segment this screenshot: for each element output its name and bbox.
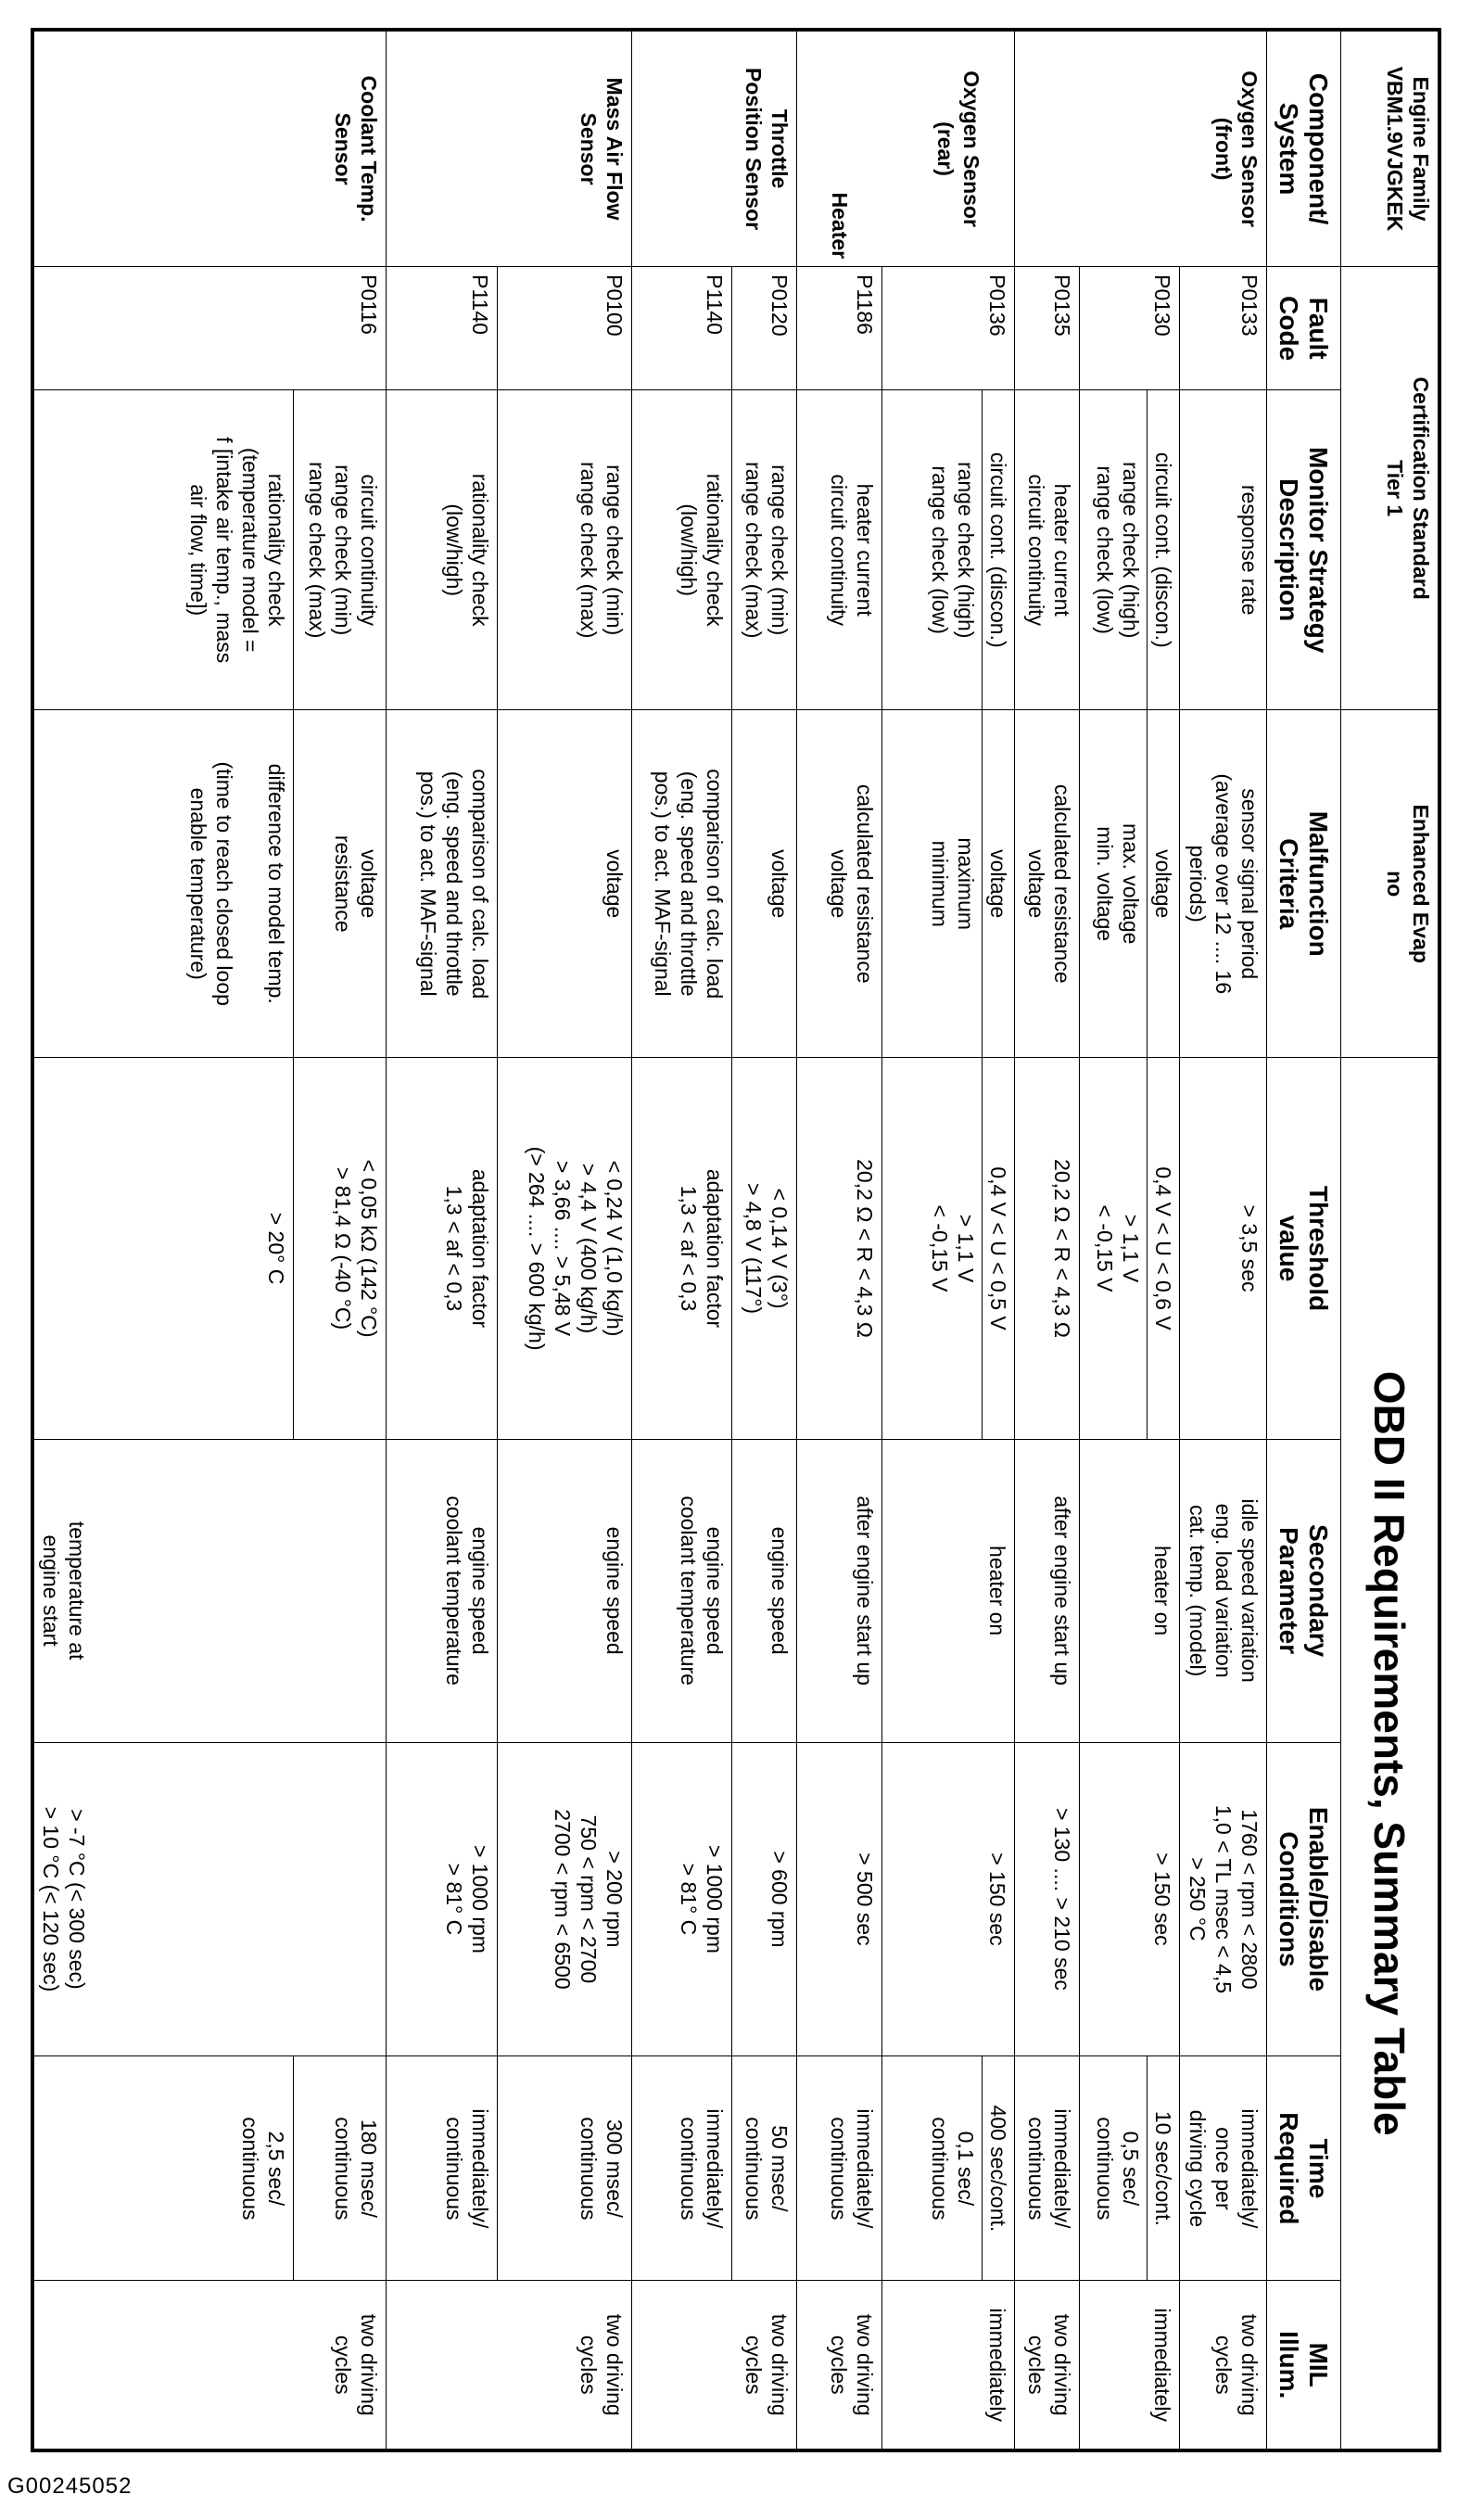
threshold-cell: 20,2 Ω < R < 4,3 Ω <box>1015 1058 1080 1439</box>
table-row <box>387 32 498 2450</box>
threshold-cell: < 0,14 V (3°) > 4,8 V (117°) <box>732 1058 797 1439</box>
monitor-cell <box>1080 390 1180 710</box>
criteria-cell: voltage <box>498 710 632 1058</box>
table-row <box>632 32 732 2450</box>
criteria-cell: calculated resistance voltage <box>797 710 882 1058</box>
fault-code-cell: P0136 <box>882 267 1015 390</box>
conditions-cell: > 150 sec <box>882 1742 1015 2056</box>
time-cell: immediately/ continuous <box>797 2056 882 2281</box>
threshold-cell: 20,2 Ω < R < 4,3 Ω <box>797 1058 882 1439</box>
threshold-cell: < 0,24 V (1,0 kg/h) > 4,4 V (400 kg/h) > 3,66 .... > 5,48 V (> 264 .... > 600 kg/h) <box>498 1058 632 1439</box>
monitor-cell <box>882 390 1015 710</box>
time-cell: immediately/ continuous <box>1015 2056 1080 2281</box>
time-sub: 400 sec/cont. <box>982 2056 1014 2280</box>
component-cell <box>797 32 1015 267</box>
time-cell: immediately/ continuous <box>387 2056 498 2281</box>
engine-family-label: Engine Family <box>1409 76 1433 222</box>
col-header-monitor: Monitor Strategy Description <box>1267 390 1341 710</box>
fault-code-cell: P0133 <box>1180 267 1267 390</box>
fault-code-cell: P0120 <box>732 267 797 390</box>
monitor-cell: range check (min) range check (max) <box>732 390 797 710</box>
mil-cell: immediately <box>882 2281 1015 2450</box>
table-row <box>1180 32 1267 2450</box>
fault-code-cell: P1140 <box>387 267 498 390</box>
threshold-sub: 0,4 V < U < 0,5 V <box>982 1058 1014 1438</box>
threshold-sub: 0,4 V < U < 0,6 V <box>1147 1058 1179 1438</box>
mil-cell: two driving cycles <box>1015 2281 1080 2450</box>
mil-cell: two driving cycles <box>797 2281 882 2450</box>
table-row <box>797 32 882 2450</box>
time-sub: 10 sec/cont. <box>1147 2056 1179 2280</box>
conditions-cell: > 200 rpm 750 < rpm < 2700 2700 < rpm < 6500 <box>498 1742 632 2056</box>
enhanced-evap-cell <box>1341 710 1439 1058</box>
certification-label: Certification Standard <box>1409 376 1433 600</box>
time-sub: 0,1 sec/ continuous <box>928 2117 978 2221</box>
threshold-cell <box>1080 1058 1180 1439</box>
table-row <box>34 32 294 2450</box>
threshold-sub: > 1,1 V < -0,15 V <box>1093 1204 1143 1292</box>
col-header-fault-code: Fault Code <box>1267 267 1341 390</box>
conditions-cell: > 500 sec <box>797 1742 882 2056</box>
fault-code-cell: P1186 <box>797 267 882 390</box>
mil-cell: two driving cycles <box>387 2281 632 2450</box>
conditions-cell: > 600 rpm <box>732 1742 797 2056</box>
conditions-cell: > 1000 rpm > 81° C <box>632 1742 732 2056</box>
monitor-cell: rationality check (low/high) <box>632 390 732 710</box>
secondary-cell: engine speed <box>732 1439 797 1742</box>
col-header-component: Component/ System <box>1267 32 1341 267</box>
table-row <box>1015 32 1080 2450</box>
fault-code-cell: P0116 <box>34 267 387 390</box>
threshold-cell: adaptation factor 1,3 < af < 0,3 <box>632 1058 732 1439</box>
time-cell: immediately/ continuous <box>632 2056 732 2281</box>
secondary-cell: engine speed coolant temperature <box>632 1439 732 1742</box>
time-cell: 50 msec/ continuous <box>732 2056 797 2281</box>
table-row <box>498 32 632 2450</box>
time-cell <box>882 2056 1015 2281</box>
secondary-cell: engine speed <box>498 1439 632 1742</box>
threshold-cell <box>882 1058 1015 1439</box>
criteria-cell: calculated resistance voltage <box>1015 710 1080 1058</box>
secondary-cell: after engine start up <box>797 1439 882 1742</box>
page-title: OBD II Requirements, Summary Table <box>1341 1058 1439 2450</box>
criteria-cell <box>1080 710 1180 1058</box>
conditions-cell: > 130 .... > 210 sec <box>1015 1742 1080 2056</box>
monitor-cell: heater current circuit continuity <box>797 390 882 710</box>
enhanced-evap-label: Enhanced Evap <box>1409 804 1433 963</box>
conditions-cell: 1760 < rpm < 2800 1,0 < TL msec < 4,5 > 250 °C <box>1180 1742 1267 2056</box>
fault-code-cell: P1140 <box>632 267 732 390</box>
monitor-cell: rationality check (temperature model = f [intake air temp., mass air flow, time]) <box>34 390 294 710</box>
time-sub: 0,5 sec/ continuous <box>1093 2117 1143 2221</box>
col-header-time: Time Required <box>1267 2056 1341 2281</box>
mil-cell: two driving cycles <box>34 2281 387 2450</box>
threshold-cell: > 20° C <box>34 1058 294 1439</box>
secondary-cell: heater on <box>1080 1439 1180 1742</box>
time-cell: 2,5 sec/ continuous <box>34 2056 294 2281</box>
criteria-sub: voltage <box>982 710 1014 1057</box>
fault-code-cell: P0100 <box>498 267 632 390</box>
secondary-cell: idle speed variation eng. load variation cat. temp. (model) <box>1180 1439 1267 1742</box>
component-label: Oxygen Sensor (rear) <box>933 70 983 227</box>
criteria-cell: comparison of calc. load (eng. speed and throttle pos.) to act. MAF-signal <box>632 710 732 1058</box>
col-header-secondary: Secondary Parameter <box>1267 1439 1341 1742</box>
monitor-cell: response rate <box>1180 390 1267 710</box>
fault-code-cell: P0135 <box>1015 267 1080 390</box>
threshold-cell: < 0,05 kΩ (142 °C) > 81,4 Ω (-40 °C) <box>294 1058 387 1439</box>
conditions-cell: > 150 sec <box>1080 1742 1180 2056</box>
criteria-cell: voltage <box>732 710 797 1058</box>
criteria-cell <box>882 710 1015 1058</box>
monitor-cell: circuit continuity range check (min) range check (max) <box>294 390 387 710</box>
conditions-cell: > 1000 rpm > 81° C <box>387 1742 498 2056</box>
monitor-sub: range check (high) range check (low) <box>1093 461 1143 639</box>
fault-code-cell: P0130 <box>1080 267 1180 390</box>
mil-cell: two driving cycles <box>1180 2281 1267 2450</box>
threshold-sub: > 1,1 V < -0,15 V <box>928 1204 978 1292</box>
criteria-sub: max. voltage min. voltage <box>1093 823 1143 945</box>
threshold-cell: > 3,5 sec <box>1180 1058 1267 1439</box>
time-cell: 180 msec/ continuous <box>294 2056 387 2281</box>
table-row <box>1080 32 1180 2450</box>
criteria-sub: maximum minimum <box>928 837 978 931</box>
criteria-cell: sensor signal period (average over 12 .... 16 periods) <box>1180 710 1267 1058</box>
component-cell: Throttle Position Sensor <box>632 32 797 267</box>
monitor-sub: circuit cont. (discon.) <box>1147 390 1179 709</box>
col-header-conditions: Enable/Disable Conditions <box>1267 1742 1341 2056</box>
monitor-sub: circuit cont. (discon.) <box>982 390 1014 709</box>
col-header-mil: MIL Illum. <box>1267 2281 1341 2450</box>
engine-family-cell <box>1341 32 1439 267</box>
col-header-threshold: Threshold value <box>1267 1058 1341 1439</box>
monitor-sub: range check (high) range check (low) <box>928 461 978 639</box>
secondary-cell: engine speed coolant temperature <box>387 1439 498 1742</box>
col-header-criteria: Malfunction Criteria <box>1267 710 1341 1058</box>
obd-summary-table <box>33 31 1439 2450</box>
figure-code: G00245052 <box>7 2474 133 2499</box>
table-row <box>294 32 387 2450</box>
time-cell: 300 msec/ continuous <box>498 2056 632 2281</box>
criteria-cell: difference to model temp. (time to reach closed loop enable temperature) <box>34 710 294 1058</box>
engine-family-value: VBM1.9VJGKEK <box>1383 66 1407 232</box>
obd-summary-table-frame <box>31 28 1441 2452</box>
component-sublabel: Heater <box>828 192 852 260</box>
monitor-cell: range check (min) range check (max) <box>498 390 632 710</box>
time-cell <box>1080 2056 1180 2281</box>
component-cell: Coolant Temp. Sensor <box>34 32 387 267</box>
monitor-cell: rationality check (low/high) <box>387 390 498 710</box>
conditions-cell: > -7 °C (< 300 sec) > 10 °C (< 120 sec) <box>34 1742 387 2056</box>
monitor-cell: heater current circuit continuity <box>1015 390 1080 710</box>
criteria-cell: voltage resistance <box>294 710 387 1058</box>
enhanced-evap-value: no <box>1383 871 1407 897</box>
secondary-cell: heater on <box>882 1439 1015 1742</box>
certification-cell <box>1341 267 1439 710</box>
mil-cell: immediately <box>1080 2281 1180 2450</box>
component-cell: Oxygen Sensor (front) <box>1015 32 1267 267</box>
criteria-sub: voltage <box>1147 710 1179 1057</box>
table-row <box>732 32 797 2450</box>
component-cell: Mass Air Flow Sensor <box>387 32 632 267</box>
criteria-cell: comparison of calc. load (eng. speed and throttle pos.) to act. MAF-signal <box>387 710 498 1058</box>
mil-cell: two driving cycles <box>632 2281 797 2450</box>
secondary-cell: temperature at engine start <box>34 1439 387 1742</box>
time-cell: immediately/ once per driving cycle <box>1180 2056 1267 2281</box>
certification-value: Tier 1 <box>1383 460 1407 517</box>
threshold-cell: adaptation factor 1,3 < af < 0,3 <box>387 1058 498 1439</box>
table-row <box>882 32 1015 2450</box>
secondary-cell: after engine start up <box>1015 1439 1080 1742</box>
